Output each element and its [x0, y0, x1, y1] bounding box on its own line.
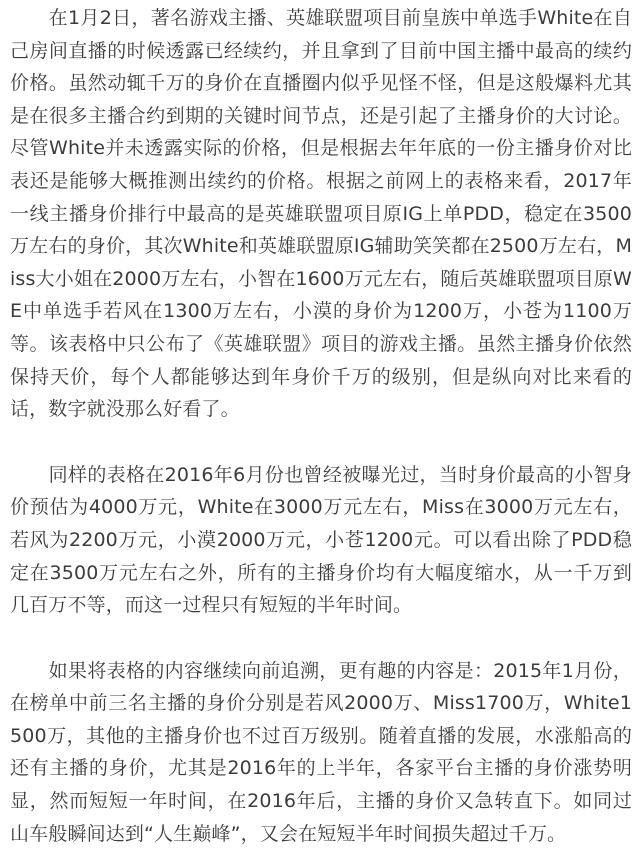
article-paragraph-3: 如果将表格的内容继续向前追溯，更有趣的内容是：2015年1月份，在榜单中前三名主播的身价分别是若风2000万、Miss1700万，White1500万，其他的主播身价也不过百万级别。随着直播的发展，水涨船高的还有主播的身价，尤其是2016年的上半年，各家平台主播的身价涨势明显，然而短短一年时间，在2016年后，主播的身价又急转直下。如同过山车般瞬间达到“人生巅峰”，又会在短短半年时间损失超过千万。: [10, 659, 632, 845]
article-paragraph-1: 在1月2日，著名游戏主播、英雄联盟项目前皇族中单选手White在自己房间直播的时候透露已经续约，并且拿到了目前中国主播中最高的续约价格。虽然动辄千万的身价在直播圈内似乎见怪不怪，但是这般爆料尤其是在很多主播合约到期的关键时间节点，还是引起了主播身价的大讨论。尽管White并未透露实际的价格，但是根据去年年底的一份主播身价对比表还是能够大概推测出续约的价格。根据之前网上的表格来看，2017年一线主播身价排行中最高的是英雄联盟项目原IG上单PDD，稳定在3500万左右的身价，其次White和英雄联盟原IG辅助笑笑都在2500万左右，Miss大小姐在2000万左右，小智在1600万元左右，随后英雄联盟项目原WE中单选手若风在1300万左右，小漠的身价为1200万，小苍为1100万等。该表格中只公布了《英雄联盟》项目的游戏主播。虽然主播身价依然保持天价，每个人都能够达到年身价千万的级别，但是纵向对比来看的话，数字就没那么好看了。: [10, 7, 632, 421]
article-paragraph-2: 同样的表格在2016年6月份也曾经被曝光过，当时身价最高的小智身价预估为4000万元，White在3000万元左右，Miss在3000万元左右，若风为2200万元，小漠2000万元，小苍1200元。可以看出除了PDD稳定在3500万元左右之外，所有的主播身价均有大幅度缩水，从一千万到几百万不等，而这一过程只有短短的半年时间。: [10, 463, 632, 617]
